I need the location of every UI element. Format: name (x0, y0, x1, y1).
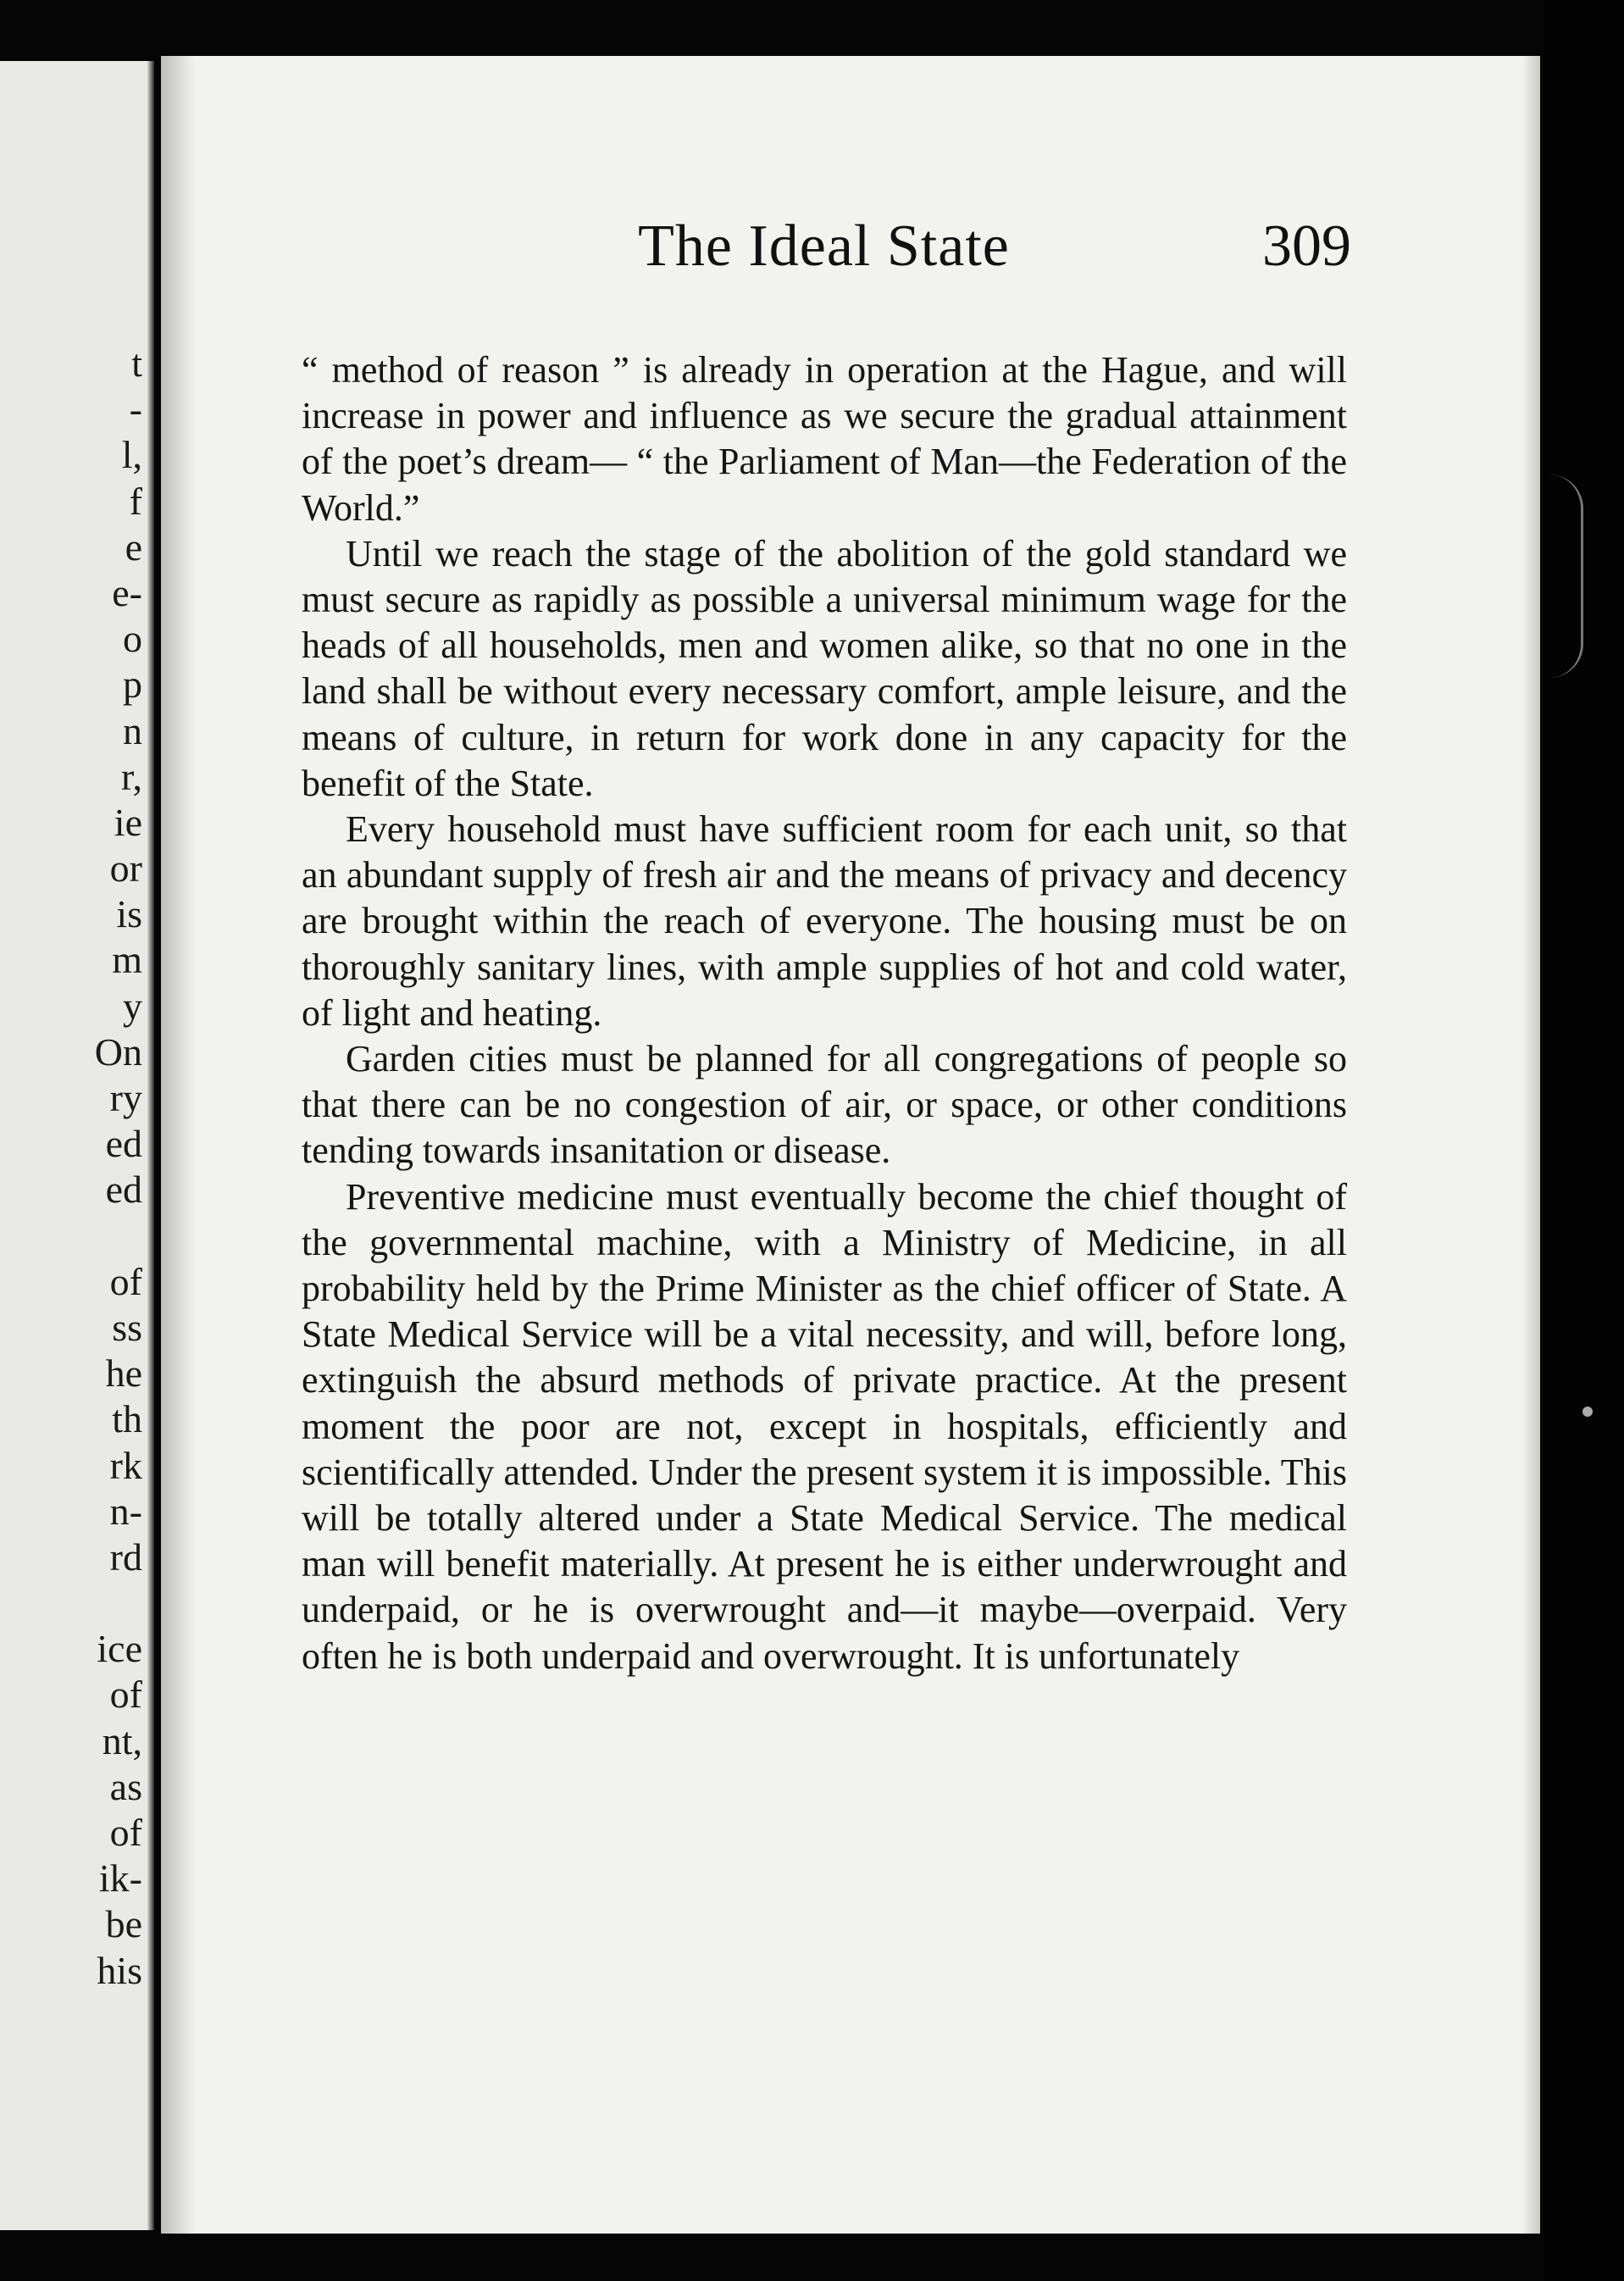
facing-page-fragment-line: his (97, 1948, 142, 1992)
facing-page-fragment-line: rk (109, 1443, 142, 1487)
facing-page-line-endings (0, 341, 142, 1994)
facing-page-fragment-line: y (123, 984, 142, 1028)
facing-page-fragment (0, 61, 154, 2230)
facing-page-fragment-line: p (123, 663, 142, 707)
body-text (302, 347, 1347, 1679)
facing-page-fragment-line: ry (109, 1076, 142, 1119)
book-page (161, 56, 1540, 2234)
facing-page-fragment-line: ed (105, 1122, 142, 1166)
facing-page-fragment-line: n (123, 708, 142, 752)
facing-page-fragment-line: o (123, 617, 142, 661)
facing-page-fragment-line: th (112, 1397, 142, 1441)
facing-page-fragment-line: m (112, 938, 142, 982)
facing-page-fragment-line: nt, (102, 1718, 142, 1762)
facing-page-fragment-line: ik- (98, 1856, 142, 1901)
facing-page-fragment-line: he (105, 1351, 142, 1396)
facing-page-fragment-line: ss (112, 1305, 142, 1349)
facing-page-fragment-line: f (129, 479, 142, 523)
facing-page-fragment-line: l, (121, 433, 142, 477)
paragraph-continuation: “ method of reason ” is already in operation at the Hague, and will increase in power and influence as we secure the gradual attainment of the poet’s dream— “ the Parliament of Man—the Federation of the World.” (302, 349, 1347, 529)
facing-page-fragment-line: or (109, 846, 142, 891)
facing-page-fragment-line: e (125, 524, 142, 569)
facing-page-fragment-line: be (105, 1902, 142, 1946)
facing-page-fragment-line: t (131, 341, 142, 385)
gutter-edge (147, 61, 154, 2230)
facing-page-fragment-line: r, (121, 754, 142, 798)
paragraph-minimum-wage: Until we reach the stage of the abolition of the gold standard we must secure as rapidly as possible a universal minimum wage for the heads of all households, men and women alike, so that no one in the land shall be without every necessary comfort, ample leisure, and the means of culture, in return for work done in any capacity for the benefit of the State. (302, 532, 1347, 804)
spine-shadow (161, 56, 195, 2234)
facing-page-fragment-line: e- (112, 570, 142, 614)
page-curl-mark (1547, 475, 1583, 678)
facing-page-fragment-line: ie (114, 800, 142, 844)
facing-page-fragment-line: of (109, 1259, 142, 1303)
scanner-background (1544, 0, 1624, 2281)
facing-page-fragment-line (0, 1580, 142, 1626)
running-head (297, 200, 1351, 293)
facing-page-fragment-line: On (94, 1030, 142, 1074)
page-edge-shadow (1521, 56, 1540, 2234)
facing-page-fragment-line (0, 1213, 142, 1259)
facing-page-fragment-line: rd (109, 1535, 142, 1579)
paragraph-housing: Every household must have sufficient room for each unit, so that an abundant supply of fresh air and the means of privacy and decency are brought within the reach of everyone. The housing must be on thoroughly sanitary lines, with ample supplies of hot and cold water, of light and heating. (302, 808, 1347, 1034)
facing-page-fragment-line: ice (97, 1627, 142, 1671)
scan-speck (1582, 1407, 1593, 1417)
paragraph-garden-cities: Garden cities must be planned for all congregations of people so that there can be no congestion of air, or space, or other conditions tending towards insanitation or disease. (302, 1038, 1347, 1172)
facing-page-fragment-line: of (109, 1811, 142, 1854)
facing-page-fragment-line: - (129, 387, 142, 431)
facing-page-fragment-line: as (109, 1764, 142, 1808)
paragraph-preventive-medicine: Preventive medicine must eventually become the chief thought of the governmental machine, with a Ministry of Medicine, in all probability held by the Prime Minister as the chief officer of State. A State Medical Service will be a vital necessity, and will, before long, extinguish the absurd methods of private practice. At the present moment the poor are not, except in hospitals, efficiently and scientifically attended. Under the present system it is impossible. This will be totally altered under a State Medical Service. The medical man will benefit materially. At present he is either underwrought and underpaid, or he is overwrought and—it maybe—overpaid. Very often he is both underpaid and overwrought. It is unfortunately (302, 1175, 1347, 1677)
facing-page-fragment-line: is (116, 892, 142, 936)
page-number: 309 (1262, 214, 1351, 279)
facing-page-fragment-line: n- (109, 1489, 142, 1533)
facing-page-fragment-line: of (109, 1673, 142, 1717)
running-title: The Ideal State (638, 214, 1010, 279)
facing-page-fragment-line: ed (105, 1168, 142, 1212)
